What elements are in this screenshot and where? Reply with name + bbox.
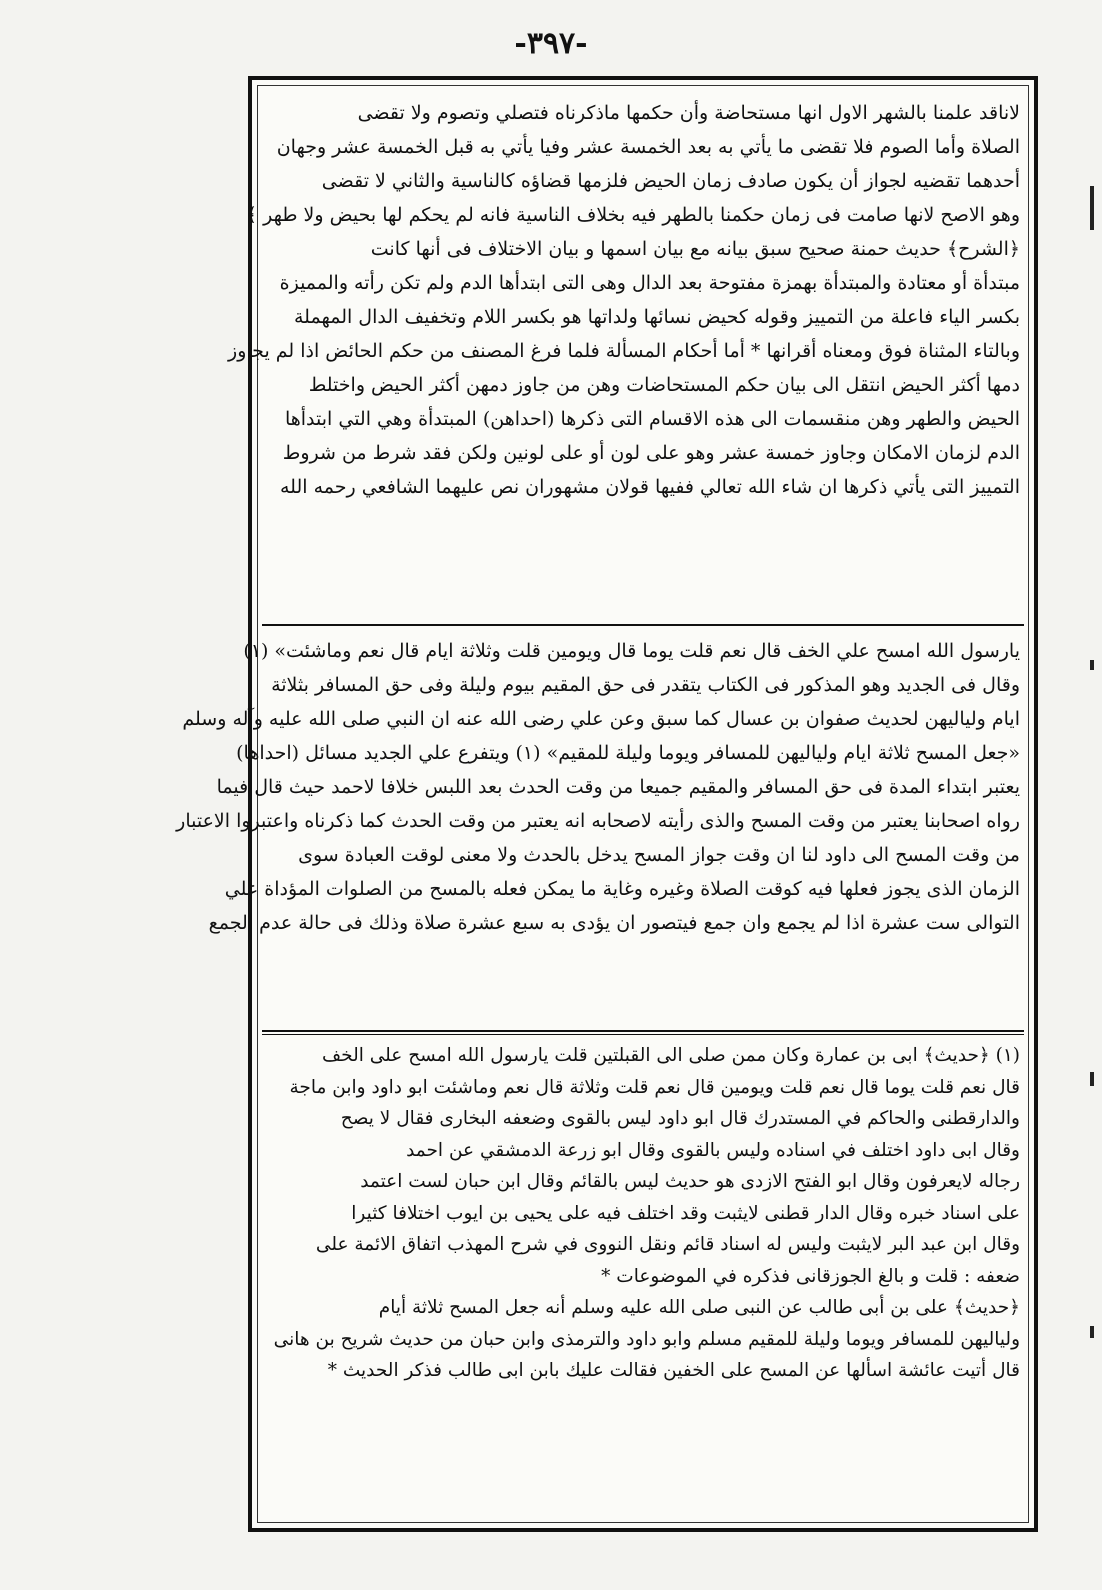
main-line: مبتدأة أو معتادة والمبتدأة بهمزة مفتوحة بعد الدال وهى التى ابتدأها الدم ولم تكن رأته والمميزة (279, 272, 1020, 294)
main-line: الدم لزمان الامكان وجاوز خمسة عشر وهو على لون أو على لونين ولكن فقد شرط من شروط (282, 442, 1020, 464)
commentary-line: يعتبر ابتداء المدة فى حق المسافر والمقيم جميعا من وقت الحدث بعد اللبس خلافا لاحمد حيث قال فيما (216, 776, 1020, 798)
footnote-line: وقال ابن عبد البر لايثبت وليس له اسناد قائم ونقل النووى في شرح المهذب اتفاق الائمة على (315, 1234, 1020, 1255)
commentary-line: التوالى ست عشرة اذا لم يجمع وان جمع فيتصور ان يؤدى به سبع عشرة صلاة وذلك فى حالة عدم الجمع (208, 912, 1020, 934)
footnote-line: ولياليهن للمسافر ويوما وليلة للمقيم مسلم وابو داود والترمذى وابن حبان من حديث شريح بن هانى (273, 1328, 1020, 1350)
footnote-line: رجاله لايعرفون وقال ابو الفتح الازدى هو حديث ليس بالقائم وقال ابن حبان لست اعتمد (360, 1171, 1020, 1192)
footnote-line: ﴿حديث﴾ على بن أبى طالب عن النبى صلى الله عليه وسلم أنه جعل المسح ثلاثة أيام (378, 1297, 1020, 1318)
commentary-line: يارسول الله امسح علي الخف قال نعم قلت يوما قال ويومين قلت وثلاثة ايام قال نعم وماشئت» (١) (243, 640, 1020, 662)
margin-mark (1090, 1072, 1094, 1086)
commentary-line: من وقت المسح الى داود لنا ان وقت جواز المسح يدخل بالحدث ولا معنى لوقت العبادة سوى (298, 844, 1020, 866)
margin-mark (1090, 1326, 1094, 1338)
footnote-divider (262, 1030, 1024, 1032)
footnote-line: ضعفه : قلت و بالغ الجوزقانى فذكره في الموضوعات * (601, 1265, 1020, 1287)
footnote-line: والدارقطنى والحاكم في المستدرك قال ابو داود ليس بالقوى وضعفه البخارى فقال لا يصح (340, 1108, 1020, 1129)
margin-mark (1090, 186, 1094, 230)
footnote-divider-thin (262, 1034, 1024, 1035)
page-frame (176, 76, 1038, 1532)
footnote-line: قال أتيت عائشة اسألها عن المسح على الخفين فقالت عليك بابن ابى طالب فذكر الحديث * (327, 1360, 1020, 1381)
main-line: لاناقد علمنا بالشهر الاول انها مستحاضة وأن حكمها ماذكرناه فتصلي وتصوم ولا تقضى (357, 102, 1020, 124)
section-divider (262, 624, 1024, 626)
footnote-line: وقال ابى داود اختلف في اسناده وليس بالقوى وقال ابو زرعة الدمشقي عن احمد (406, 1139, 1020, 1161)
main-text-block (228, 96, 1020, 504)
main-line: أحدهما تقضيه لجواز أن يكون صادف زمان الحيض فلزمها قضاؤه كالناسية والثاني لا تقضى (321, 170, 1020, 192)
main-line: الصلاة وأما الصوم فلا تقضى ما يأتي به بعد الخمسة عشر وفيا يأتي به قبل الخمسة عشر وجهان (276, 136, 1020, 158)
main-line: الحيض والطهر وهن منقسمات الى هذه الاقسام التى ذكرها (احداهن) المبتدأة وهي التي ابتدأها (284, 408, 1020, 430)
main-line: وهو الاصح لانها صامت فى زمان حكمنا بالطهر فيه بخلاف الناسية فانه لم يحكم لها بحيض ولا طهر ﴾ (245, 204, 1020, 226)
footnote-line: على اسناد خبره وقال الدار قطنى لايثبت وقد اختلف فيه على يحيى بن ايوب اختلافا كثيرا (351, 1202, 1020, 1224)
commentary-line: الزمان الذى يجوز فعلها فيه كوقت الصلاة وغيره وغاية ما يمكن فعله بالمسح من الصلوات المؤداة علي (224, 878, 1020, 900)
main-line: التمييز التى يأتي ذكرها ان شاء الله تعالي ففيها قولان مشهوران نص عليهما الشافعي رحمه الله (279, 476, 1020, 498)
footnote-line: قال نعم قلت يوما قال نعم قلت ويومين قال نعم قلت وثلاثة قال نعم وماشئت ابو داود وابن ماجة (289, 1076, 1020, 1098)
main-line: دمها أكثر الحيض انتقل الى بيان حكم المستحاضات وهن من جاوز دمهن أكثر الحيض واختلط (308, 374, 1020, 396)
margin-mark (1090, 660, 1094, 670)
commentary-line: ايام ولياليهن لحديث صفوان بن عسال كما سبق وعن علي رضى الله عنه ان النبي صلى الله عليه وآله وسلم (182, 708, 1020, 730)
main-line: بكسر الياء فاعلة من التمييز وقوله كحيض نسائها ولداتها هو بكسر اللام وتخفيف الدال المهملة (294, 306, 1020, 328)
commentary-line: «جعل المسح ثلاثة ايام ولياليهن للمسافر ويوما وليلة للمقيم» (١) ويتفرع علي الجديد مسائل (احداها) (236, 742, 1020, 764)
commentary-line: وقال فى الجديد وهو المذكور فى الكتاب يتقدر فى حق المقيم بيوم وليلة وفى حق المسافر بثلاثة (271, 674, 1020, 696)
footnote-line: (١) ﴿حديث﴾ ابى بن عمارة وكان ممن صلى الى القبلتين قلت يارسول الله امسح على الخف (322, 1045, 1020, 1066)
commentary-line: رواه اصحابنا يعتبر من وقت المسح والذى رأيته لاصحابه انه يعتبر من وقت الحدث كما ذكرناه واعتبروا الاعتبار (176, 810, 1020, 832)
page-number: -٣٩٧- (514, 26, 588, 61)
commentary-text-block (176, 634, 1020, 940)
footnotes-block (266, 1040, 1020, 1387)
main-line: وبالتاء المثناة فوق ومعناه أقرانها * أما أحكام المسألة فلما فرغ المصنف من حكم الحائض اذا لم يجاوز (228, 340, 1020, 362)
main-line: ﴿الشرح﴾ حديث حمنة صحيح سبق بيانه مع بيان اسمها و بيان الاختلاف فى أنها كانت (370, 238, 1020, 260)
